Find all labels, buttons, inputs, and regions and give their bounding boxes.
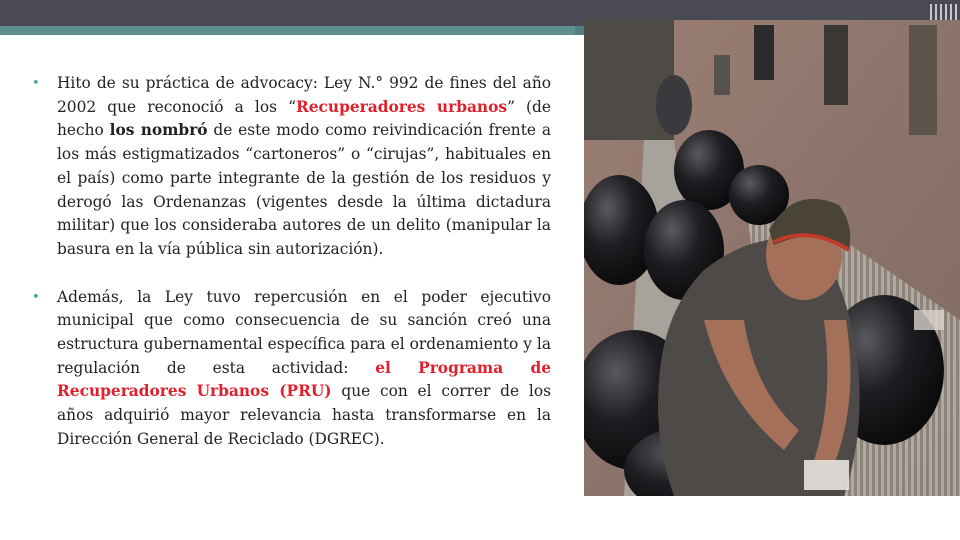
bullet1-text-b: ” (de hecho [57, 97, 551, 140]
bullet1-highlight-recuperadores: Recuperadores urbanos [295, 97, 508, 116]
bullet-dot-icon: • [32, 289, 40, 305]
slide-accent-bar-left [0, 26, 575, 35]
bullet2-text-b: que con el correr de los años adquirió mayor relevancia hasta transformarse en la Dirección General de Reciclado (DGREC). [57, 382, 551, 448]
bullet1-bold-nombro: los nombró [109, 121, 208, 140]
bullet-item-pru [32, 286, 551, 452]
bullet1-text-a: Hito de su práctica de advocacy: Ley N.° 992 de fines del año 2002 que reconoció a los “ [57, 74, 551, 116]
slide-body [32, 72, 551, 476]
bullet2-text-a: Además, la Ley tuvo repercusión en el poder ejecutivo municipal que como consecuencia de su sanción creó una estructura gubernamental específica para el ordenamiento y la regulación de esta actividad: [57, 287, 551, 377]
bullet2-highlight-pru: el Programa de Recuperadores Urbanos (PRU) [57, 358, 551, 401]
bullet-item-ley-992 [32, 72, 551, 262]
bullet-dot-icon: • [32, 76, 40, 91]
photo-illustration [584, 20, 960, 496]
street-photo-recuperador [584, 20, 960, 496]
bullet1-text-c: de este modo como reivindicación frente a los más estigmatizados “cartoneros” o “cirujas”, habituales en el país) como parte integrante de la gestión de los residuos y derogó las Ordenanzas (vigentes desde la última dictadura militar) que los consideraba autores de un delito (manipular la basura en la vía pública sin autorización). [57, 121, 551, 258]
